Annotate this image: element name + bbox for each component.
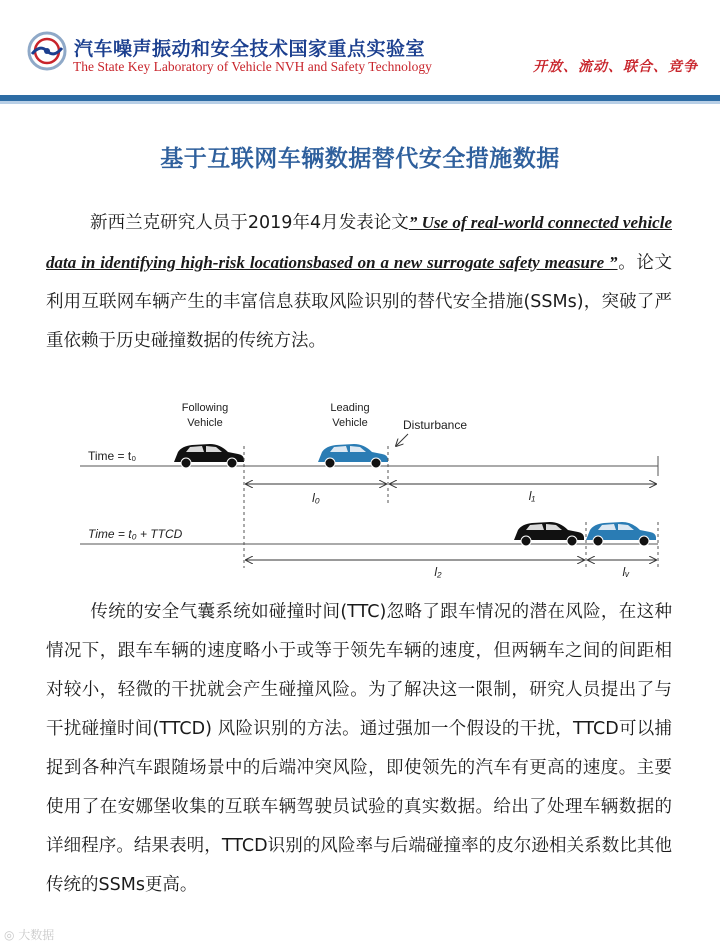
body-text: 传统的安全气囊系统如碰撞时间(TTC)忽略了跟车情况的潜在风险，在这种情况下，跟车车辆的速度略小于或等于领先车辆的速度，但两辆车之间的间距相对较小，轻微的干扰就会产生碰撞风险。为了解决这一限制，研究人员提出了与干扰碰撞时间(TTCD) 风险识别的方法。通过强加一个假设的干扰，TTCD可以捕捉到各种汽车跟随场景中的后端冲突风险，即使领先的汽车有更高的速度。主要使用了在安娜堡收集的互联车辆驾驶员试验的真实数据。给出了处理车辆数据的详细程序。结果表明，TTCD识别的风险率与后端碰撞率的皮尔逊相关系数比其他传统的SSMs更高。 xyxy=(46,602,672,895)
dimension-l2: l₂ xyxy=(434,565,442,579)
following-vehicle-label-1: Following xyxy=(181,402,229,414)
leading-car-late-icon xyxy=(586,522,656,546)
time-2-label: Time = t₀ + TTCD xyxy=(88,527,183,541)
disturbance-label: Disturbance xyxy=(403,418,468,432)
page-header xyxy=(0,0,720,96)
leading-car-icon xyxy=(318,444,388,468)
article-title: 基于互联网车辆数据替代安全措施数据 xyxy=(160,146,560,172)
watermark xyxy=(4,926,54,943)
header-divider-light xyxy=(0,101,720,104)
dimension-l0: l₀ xyxy=(312,491,320,505)
lab-name-en: The State Key Laboratory of Vehicle NVH and Safety Technology xyxy=(73,59,432,74)
following-car-icon xyxy=(174,444,244,468)
following-car-late-icon xyxy=(514,522,584,546)
lab-motto: 开放、流动、联合、竞争 xyxy=(533,59,698,75)
dimension-l1: l₁ xyxy=(528,489,536,503)
disturbance-arrow-icon xyxy=(396,434,408,446)
lab-name-cn: 汽车噪声振动和安全技术国家重点实验室 xyxy=(74,38,426,60)
ttcd-diagram xyxy=(78,394,664,580)
following-vehicle-label-2: Vehicle xyxy=(187,417,223,429)
intro-prefix: 新西兰克研究人员于2019年4月发表论文 xyxy=(90,213,409,233)
leading-vehicle-label-1: Leading xyxy=(330,402,370,414)
leading-vehicle-label-2: Vehicle xyxy=(332,417,368,429)
watermark-text: 大数据 xyxy=(18,928,55,942)
paper-title: ” Use of real-world connected vehicle data in identifying high-risk locationsbased on a new surrogate safety measure ” xyxy=(46,213,672,272)
body-paragraph xyxy=(46,593,672,905)
lab-logo-icon xyxy=(26,30,68,72)
watermark-icon: ◎ xyxy=(4,928,19,942)
intro-paragraph xyxy=(46,203,672,361)
time-1-label: Time = t₀ xyxy=(88,449,137,463)
dimension-lv: lᵥ xyxy=(622,565,630,579)
intro-suffix: 。论文利用互联网车辆产生的丰富信息获取风险识别的替代安全措施(SSMs)，突破了严重依赖于历史碰撞数据的传统方法。 xyxy=(46,253,673,351)
